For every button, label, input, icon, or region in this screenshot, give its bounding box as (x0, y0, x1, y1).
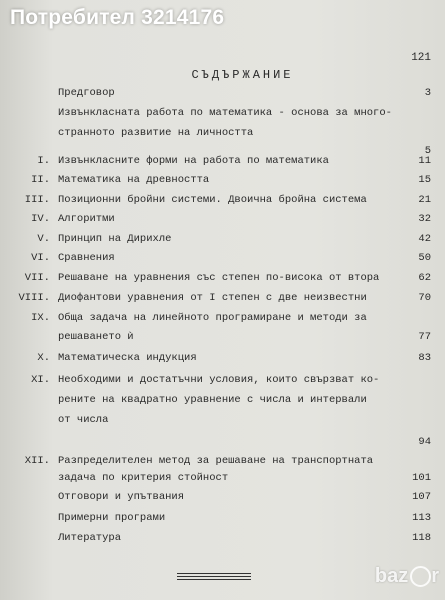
toc-entry (0, 107, 445, 123)
toc-entry-title: Примерни програми (58, 512, 166, 524)
bazar-logo (375, 565, 439, 588)
toc-entry-title: Диофантови уравнения от I степен с две неизвестни (58, 292, 367, 304)
bazar-logo-circle-icon (410, 566, 431, 587)
toc-entry-title: Обща задача на линейното програмиране и методи за (58, 312, 367, 324)
toc-entry-number: I. (37, 155, 50, 167)
page-number: 121 (411, 52, 431, 64)
bazar-logo-text: r (431, 565, 439, 587)
toc-entry (0, 155, 445, 171)
toc-entry-number: XII. (24, 455, 50, 467)
decorative-rule (177, 573, 251, 574)
toc-entry-title: Принцип на Дирихле (58, 233, 172, 245)
toc-entry-title: Решаване на уравнения със степен по-висока от втора (58, 272, 380, 284)
toc-entry (0, 352, 445, 368)
toc-entry-title: Отговори и упътвания (58, 491, 185, 503)
toc-entry-page: 42 (418, 233, 431, 245)
toc-entry-number: X. (37, 352, 50, 364)
toc-entry-title: Извънкласните форми на работа по математика (58, 155, 329, 167)
toc-entry-page: 3 (424, 87, 431, 99)
toc-entry-page: 94 (418, 436, 431, 448)
toc-entry (0, 455, 445, 471)
toc-entry-page: 21 (418, 194, 431, 206)
toc-entry-title: Позиционни бройни системи. Двоична бройна система (58, 194, 367, 206)
decorative-rule (177, 579, 251, 580)
toc-entry (0, 374, 445, 390)
toc-entry-page: 118 (412, 532, 431, 544)
decorative-rule (177, 576, 251, 577)
toc-entry-page: 101 (412, 472, 431, 484)
toc-entry-page: 32 (418, 213, 431, 225)
toc-entry-number: IV. (31, 213, 50, 225)
toc-entry-number: VII. (24, 272, 50, 284)
toc-entry-page: 77 (418, 331, 431, 343)
toc-entry-page-row (0, 436, 445, 452)
toc-entry-title: Сравнения (58, 252, 115, 264)
toc-entry-title: Литература (58, 532, 122, 544)
toc-entry-title: Математика на древността (58, 174, 210, 186)
toc-entry-page: 5 (424, 145, 431, 157)
toc-entry-page: 62 (418, 272, 431, 284)
page-title: СЪДЪРЖАНИЕ (191, 68, 294, 82)
toc-entry (0, 312, 445, 328)
toc-entry-title-continued: странното развитие на личността (58, 127, 254, 139)
toc-entry-title: Математическа индукция (58, 352, 197, 364)
toc-entry-title-continued: решаването ѝ (58, 331, 134, 343)
toc-entry (0, 174, 445, 190)
toc-entry (0, 194, 445, 210)
toc-entry (0, 233, 445, 249)
toc-entry-title: Предговор (58, 87, 115, 99)
toc-entry-title: Разпределителен метод за решаване на транспортната (58, 455, 374, 467)
toc-entry-title: Необходими и достатъчни условия, които свързват ко- (58, 374, 380, 386)
toc-entry (0, 292, 445, 308)
toc-entry (0, 87, 445, 103)
toc-entry-page: 50 (418, 252, 431, 264)
toc-entry-page: 107 (412, 491, 431, 503)
toc-entry-page-row (0, 472, 445, 488)
toc-entry-page: 83 (418, 352, 431, 364)
toc-entry-number: III. (24, 194, 50, 206)
toc-entry-number: IX. (31, 312, 50, 324)
toc-entry-page: 15 (418, 174, 431, 186)
toc-entry-number: VIII. (18, 292, 50, 304)
toc-entry (0, 512, 445, 528)
toc-entry-page-row (0, 331, 445, 347)
toc-entry-number: V. (37, 233, 50, 245)
toc-entry-title: Алгоритми (58, 213, 115, 225)
toc-entry-title-continued: рените на квадратно уравнение с числа и интервали (58, 394, 367, 406)
toc-entry-title-continued: задача по критерия стойност (58, 472, 229, 484)
user-watermark: Потребител 3214176 (10, 6, 225, 29)
toc-entry-page: 11 (418, 155, 431, 167)
toc-entry (0, 491, 445, 507)
toc-entry-number: XI. (31, 374, 50, 386)
toc-entry (0, 272, 445, 288)
toc-entry-number: II. (31, 174, 50, 186)
toc-entry (0, 213, 445, 229)
bazar-logo-text: baz (374, 565, 409, 587)
toc-entry (0, 532, 445, 548)
toc-entry-title: Извънкласната работа по математика - основа за много- (58, 107, 392, 119)
toc-entry-number: VI. (31, 252, 50, 264)
toc-entry (0, 252, 445, 268)
toc-entry-title-continued: от числа (58, 414, 109, 426)
toc-entry-page: 70 (418, 292, 431, 304)
toc-entry-page: 113 (412, 512, 431, 524)
